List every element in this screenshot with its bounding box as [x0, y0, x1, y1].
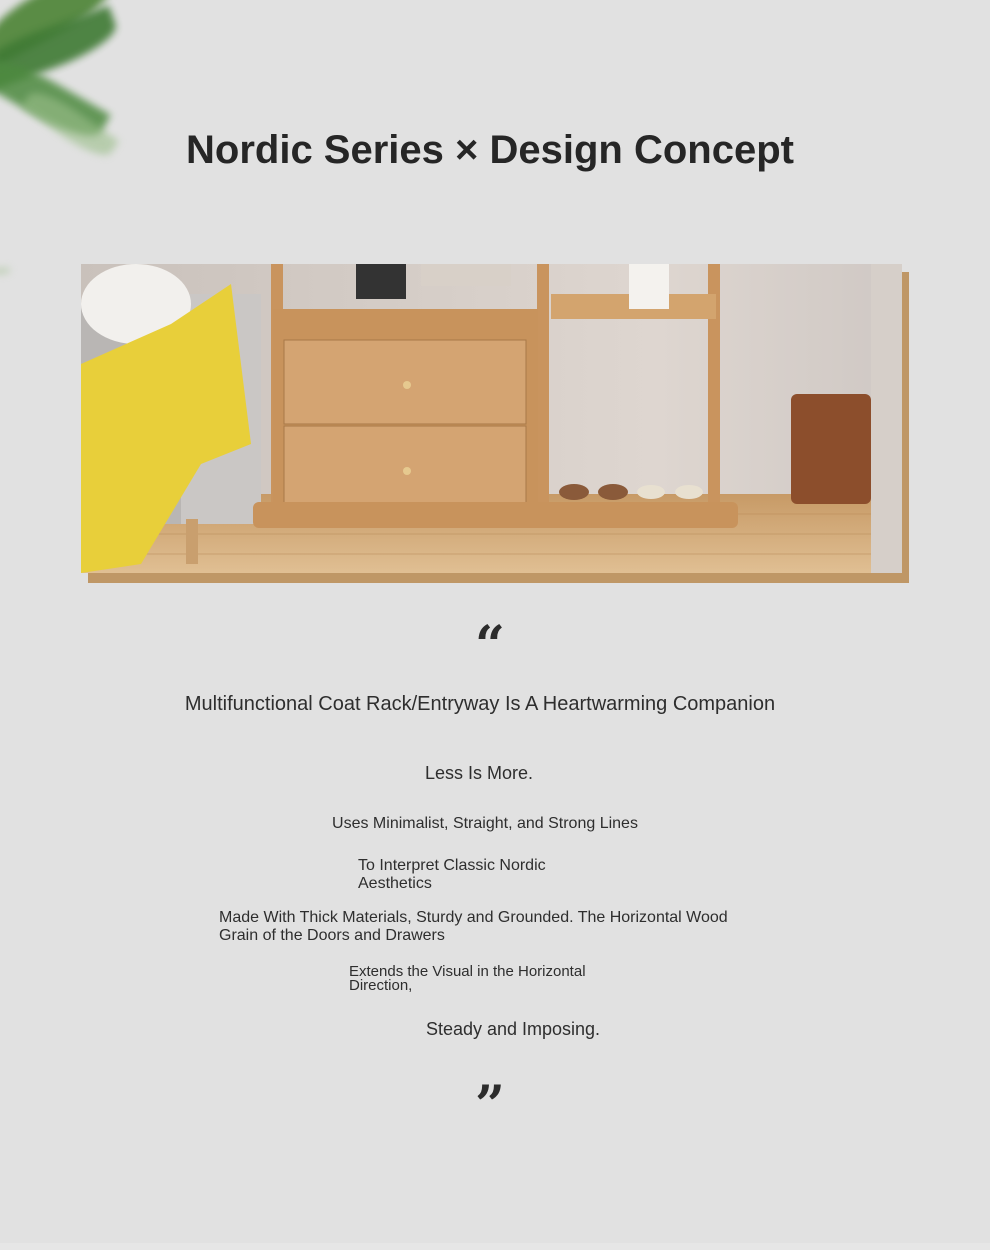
closing-line: Steady and Imposing. — [425, 1019, 601, 1039]
bottom-edge — [0, 1243, 990, 1250]
product-photo — [81, 264, 902, 573]
plant-leaf-decoration — [0, 268, 10, 274]
open-quote-icon: “ — [475, 615, 505, 676]
tagline: Multifunctional Coat Rack/Entryway Is A Heartwarming Companion — [184, 693, 776, 715]
close-quote-icon: ” — [475, 1075, 505, 1136]
product-illustration — [81, 264, 902, 573]
description-line: Uses Minimalist, Straight, and Strong Lines — [332, 815, 638, 832]
description-line: Extends the Visual in the Horizontal Direction, — [349, 963, 586, 994]
description-line: Made With Thick Materials, Sturdy and Grounded. The Horizontal Wood Grain of the Doors and Drawers — [219, 909, 728, 944]
description-line: To Interpret Classic Nordic Aesthetics — [358, 857, 546, 892]
headline-less-is-more: Less Is More. — [424, 763, 534, 783]
page-title: Nordic Series × Design Concept — [186, 128, 794, 172]
